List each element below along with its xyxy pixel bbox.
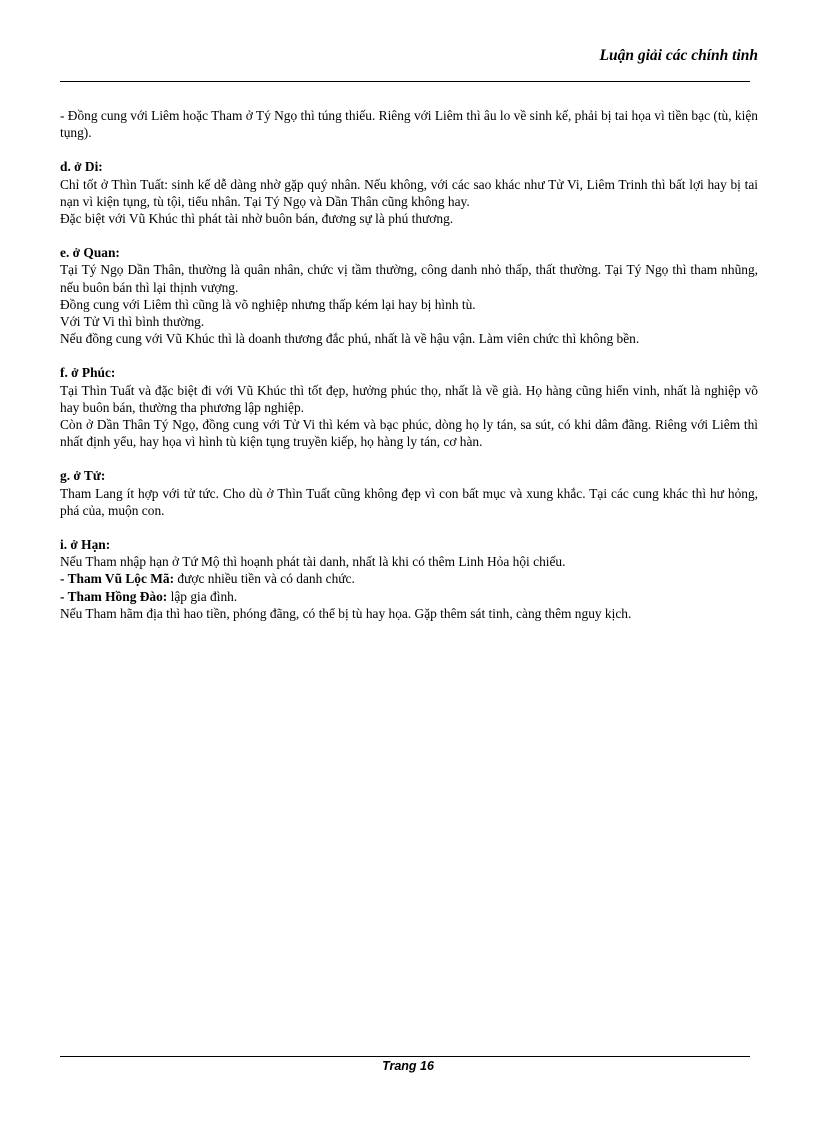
section-heading-quan: e. ở Quan: (60, 245, 120, 261)
item-label: - Tham Hồng Đào: (60, 588, 168, 604)
section-quan-line: Đồng cung với Liêm thì cũng là võ nghiệp nhưng thấp kém lại hay bị hình tù. (60, 296, 476, 312)
section-heading-phuc: f. ở Phúc: (60, 365, 116, 381)
section-han-line: Nếu Tham nhập hạn ở Tứ Mộ thì hoạnh phát tài danh, nhất là khi có thêm Linh Hỏa hội chiếu. (60, 554, 566, 570)
header-divider (60, 81, 750, 82)
section-di-line: Đặc biệt với Vũ Khúc thì phát tài nhờ buôn bán, đương sự là phú thương. (60, 211, 454, 227)
section-quan-line: Tại Tý Ngọ Dần Thân, thường là quân nhân, chức vị tầm thường, công danh nhỏ thấp, thất thường. Tại Tý Ngọ thì tham nhũng, nếu buôn bán thì lại thịnh vượng. (60, 262, 758, 295)
item-text: được nhiều tiền và có danh chức. (174, 571, 355, 587)
section-phuc-line: Còn ở Dần Thân Tý Ngọ, đồng cung với Tử Vi thì kém và bạc phúc, dòng họ ly tán, sa sút, có khi dâm đãng. Riêng với Liêm thì nhất định yểu, hay họa vì hình tù kiện tụng truyền kiếp, họ hàng ly tán, cơ hàn. (60, 417, 758, 450)
section-quan (60, 244, 758, 347)
section-han-item (60, 570, 758, 587)
section-han-item (60, 588, 758, 605)
section-heading-tu: g. ở Tử: (60, 468, 106, 484)
page-number: Trang 16 (382, 1059, 434, 1073)
section-heading-han: i. ở Hạn: (60, 537, 111, 553)
item-label: - Tham Vũ Lộc Mã: (60, 571, 175, 587)
footer-divider (60, 1056, 750, 1057)
item-text: lập gia đình. (167, 588, 238, 604)
section-quan-line: Nếu đồng cung với Vũ Khúc thì là doanh thương đắc phú, nhất là về hậu vận. Làm viên chức thì không bền. (60, 331, 640, 347)
section-han (60, 536, 758, 622)
section-tu (60, 467, 758, 519)
section-tu-line: Tham Lang ít hợp với tử tức. Cho dù ở Thìn Tuất cũng không đẹp vì con bất mục và xung khắc. Tại các cung khác thì hư hỏng, phá của, muộn con. (60, 485, 758, 518)
section-phuc-line: Tại Thìn Tuất và đặc biệt đi với Vũ Khúc thì tốt đẹp, hưởng phúc thọ, nhất là về già. Họ hàng cũng hiển vinh, nhất là nghiệp võ hay buôn bán, thường tha phương lập nghiệp. (60, 382, 758, 415)
header-title: Luận giải các chính tinh (599, 47, 758, 64)
section-di (60, 158, 758, 227)
section-phuc (60, 364, 758, 450)
section-heading-di: d. ở Di: (60, 159, 103, 175)
section-quan-line: Với Tử Vi thì bình thường. (60, 314, 205, 330)
intro-paragraph: - Đồng cung với Liêm hoặc Tham ở Tý Ngọ thì túng thiếu. Riêng với Liêm thì âu lo về sinh kế, phải bị tai họa vì tiền bạc (tù, kiện tụng). (60, 108, 758, 141)
section-di-line: Chỉ tốt ở Thìn Tuất: sinh kế dễ dàng nhờ gặp quý nhân. Nếu không, với các sao khác như Tử Vi, Liêm Trinh thì bất lợi hay bị tai nạn vì kiện tụng, tù tội, tiểu nhân. Tại Tý Ngọ và Dần Thân cũng không hay. (60, 176, 758, 209)
section-han-line: Nếu Tham hãm địa thì hao tiền, phóng đãng, có thể bị tù hay họa. Gặp thêm sát tinh, càng thêm nguy kịch. (60, 605, 632, 621)
page-body (60, 107, 758, 622)
